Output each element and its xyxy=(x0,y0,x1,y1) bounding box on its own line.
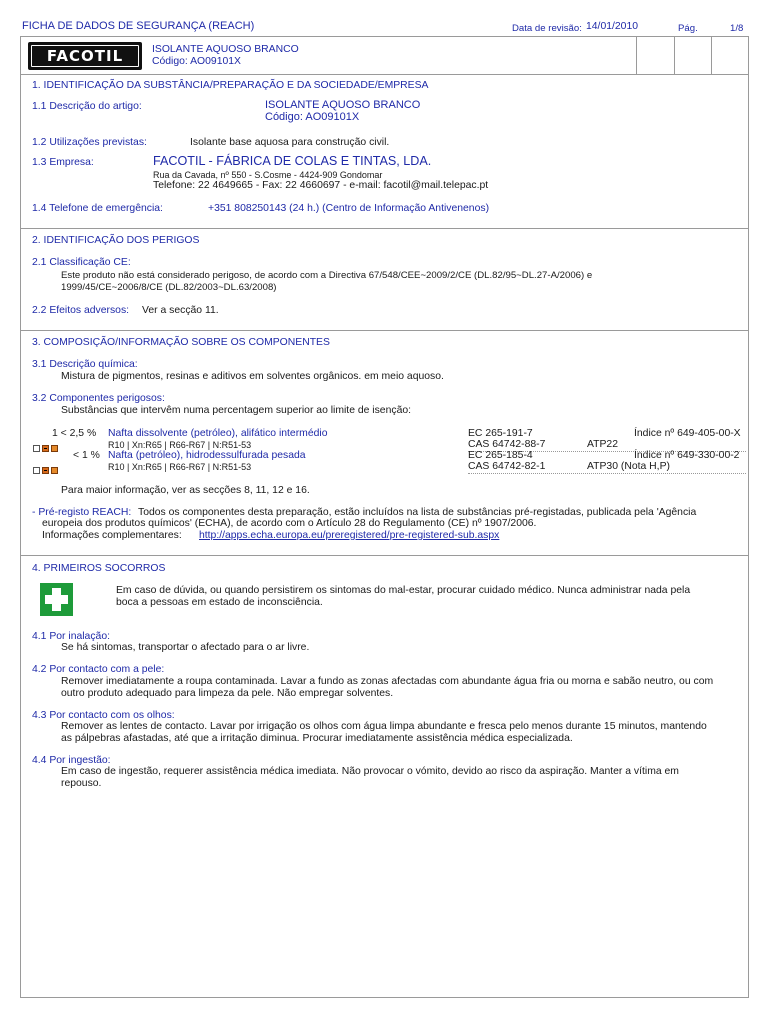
components-label: 3.2 Componentes perigosos: xyxy=(32,393,165,404)
risk-phrases: R10 | Xn:R65 | R66-R67 | N:R51-53 xyxy=(108,440,252,450)
inhalation-label: 4.1 Por inalação: xyxy=(32,631,110,642)
environment-symbol-icon xyxy=(51,467,58,474)
desc-name: ISOLANTE AQUOSO BRANCO xyxy=(265,99,421,111)
ec-number: EC 265-191-7 xyxy=(468,428,533,439)
components-intro: Substâncias que intervêm numa percentagem superior ao limite de isenção: xyxy=(61,405,412,416)
prereg-line-1: Todos os componentes desta preparação, estão incluídos na lista de substâncias pré-registadas, publicada pela 'Agência xyxy=(138,507,697,518)
skin-label: 4.2 Por contacto com a pele: xyxy=(32,664,165,675)
effects-label: 2.2 Efeitos adversos: xyxy=(32,305,130,316)
cas-number: CAS 64742-82-1 xyxy=(468,461,546,472)
classification-line-1: Este produto não está considerado perigoso, de acordo com a Directiva 67/548/CEE~2009/2/CE (DL.82/95~DL.27-A/2006) e xyxy=(61,270,593,281)
document-title: FICHA DE DADOS DE SEGURANÇA (REACH) xyxy=(22,20,255,32)
page-label: Pág. xyxy=(678,23,698,34)
eyes-line-2: as pálpebras afastadas, até que a irritação diminua. Procurar imediatamente assistência médica especializada. xyxy=(61,733,573,744)
header-box-divider xyxy=(674,37,675,74)
index-number: Índice nº 649-330-00-2 xyxy=(634,450,740,461)
eyes-line-1: Remover as lentes de contacto. Lavar por irrigação os olhos com água limpa abundante e fresca pelo menos durante 15 minutos, mantendo xyxy=(61,721,707,732)
eyes-label: 4.3 Por contacto com os olhos: xyxy=(32,710,175,721)
prereg-label: - Pré-registo REACH: xyxy=(32,507,132,518)
section-2-title: 2. IDENTIFICAÇÃO DOS PERIGOS xyxy=(32,235,200,246)
row-separator xyxy=(468,473,746,474)
uses-value: Isolante base aquosa para construção civil. xyxy=(190,137,390,148)
component-name: Nafta dissolvente (petróleo), alifático intermédio xyxy=(108,428,328,439)
ingestion-line-1: Em caso de ingestão, requerer assistência médica imediata. Não provocar o vómito, devido ao risco da aspiração. Manter a vítima em xyxy=(61,766,679,777)
atp-note: ATP22 xyxy=(587,439,618,450)
divider xyxy=(20,555,749,556)
hazard-symbols xyxy=(33,462,60,480)
company-label: 1.3 Empresa: xyxy=(32,157,94,168)
first-aid-intro-line-2: boca a pessoas em estado de inconsciência. xyxy=(116,597,323,608)
harmful-symbol-icon xyxy=(42,445,49,452)
risk-phrases: R10 | Xn:R65 | R66-R67 | N:R51-53 xyxy=(108,462,252,472)
component-name: Nafta (petróleo), hidrodessulfurada pesada xyxy=(108,450,306,461)
classification-line-2: 1999/45/CE~2006/8/CE (DL.82/2003~DL.63/2008) xyxy=(61,282,277,293)
logo-text: FACOTIL xyxy=(46,47,124,65)
first-aid-intro-line-1: Em caso de dúvida, ou quando persistirem os sintomas do mal-estar, procurar cuidado médico. Nunca administrar nada pela xyxy=(116,585,691,596)
index-number: Índice nº 649-405-00-X xyxy=(634,428,741,439)
inhalation-value: Se há sintomas, transportar o afectado para o ar livre. xyxy=(61,642,310,653)
header-product-name: ISOLANTE AQUOSO BRANCO xyxy=(152,44,299,55)
facotil-logo xyxy=(28,42,142,70)
company-name: FACOTIL - FÁBRICA DE COLAS E TINTAS, LDA. xyxy=(153,154,432,168)
header-box-divider xyxy=(711,37,712,74)
hazard-symbols xyxy=(33,440,60,458)
desc-label: 1.1 Descrição do artigo: xyxy=(32,101,142,112)
section-3-title: 3. COMPOSIÇÃO/INFORMAÇÃO SOBRE OS COMPONENTES xyxy=(32,337,330,348)
first-aid-icon xyxy=(40,583,73,616)
checkbox-icon xyxy=(33,445,40,452)
prereg-link[interactable]: http://apps.echa.europa.eu/preregistered/pre-registered-sub.aspx xyxy=(199,530,500,541)
effects-value: Ver a secção 11. xyxy=(142,305,219,316)
header-product-code: Código: AO09101X xyxy=(152,56,241,67)
ec-number: EC 265-185-4 xyxy=(468,450,533,461)
atp-note: ATP30 (Nota H,P) xyxy=(587,461,670,472)
more-info: Para maior informação, ver as secções 8, 11, 12 e 16. xyxy=(61,485,310,496)
revision-label: Data de revisão: xyxy=(512,23,582,34)
prereg-info-label: Informações complementares: xyxy=(42,530,182,541)
revision-date: 14/01/2010 xyxy=(586,21,639,32)
company-contacts: Telefone: 22 4649665 - Fax: 22 4660697 - e-mail: facotil@mail.telepac.pt xyxy=(153,180,489,191)
environment-symbol-icon xyxy=(51,445,58,452)
harmful-symbol-icon xyxy=(42,467,49,474)
emergency-label: 1.4 Telefone de emergência: xyxy=(32,203,163,214)
page-number: 1/8 xyxy=(730,23,744,34)
divider xyxy=(20,228,749,229)
section-4-title: 4. PRIMEIROS SOCORROS xyxy=(32,563,166,574)
desc-code: Código: AO09101X xyxy=(265,111,360,123)
section-1-title: 1. IDENTIFICAÇÃO DA SUBSTÂNCIA/PREPARAÇÃO E DA SOCIEDADE/EMPRESA xyxy=(32,80,429,91)
uses-label: 1.2 Utilizações previstas: xyxy=(32,137,147,148)
ingestion-label: 4.4 Por ingestão: xyxy=(32,755,111,766)
checkbox-icon xyxy=(33,467,40,474)
component-percentage: < 1 % xyxy=(73,450,100,461)
component-percentage: 1 < 2,5 % xyxy=(52,428,97,439)
chem-desc-label: 3.1 Descrição química: xyxy=(32,359,138,370)
cas-number: CAS 64742-88-7 xyxy=(468,439,546,450)
divider xyxy=(20,330,749,331)
ingestion-line-2: repouso. xyxy=(61,778,102,789)
divider xyxy=(20,74,749,75)
chem-desc-value: Mistura de pigmentos, resinas e aditivos em solventes orgânicos. em meio aquoso. xyxy=(61,371,444,382)
header-box-divider xyxy=(636,37,637,74)
emergency-value: +351 808250143 (24 h.) (Centro de Informação Antivenenos) xyxy=(208,203,490,214)
company-address: Rua da Cavada, nº 550 - S.Cosme - 4424-909 Gondomar xyxy=(153,170,383,180)
skin-line-2: outro produto adequado para limpeza da pele. Não empregar solventes. xyxy=(61,688,394,699)
prereg-line-2: europeia dos produtos químicos' (ECHA), de acordo com o Artículo 28 do Regulamento (CE) nº 1907/2006. xyxy=(42,518,537,529)
classification-label: 2.1 Classificação CE: xyxy=(32,257,131,268)
skin-line-1: Remover imediatamente a roupa contaminada. Lavar a fundo as zonas afectadas com abundante água fria ou morna e sabão neutro, ou com xyxy=(61,676,714,687)
